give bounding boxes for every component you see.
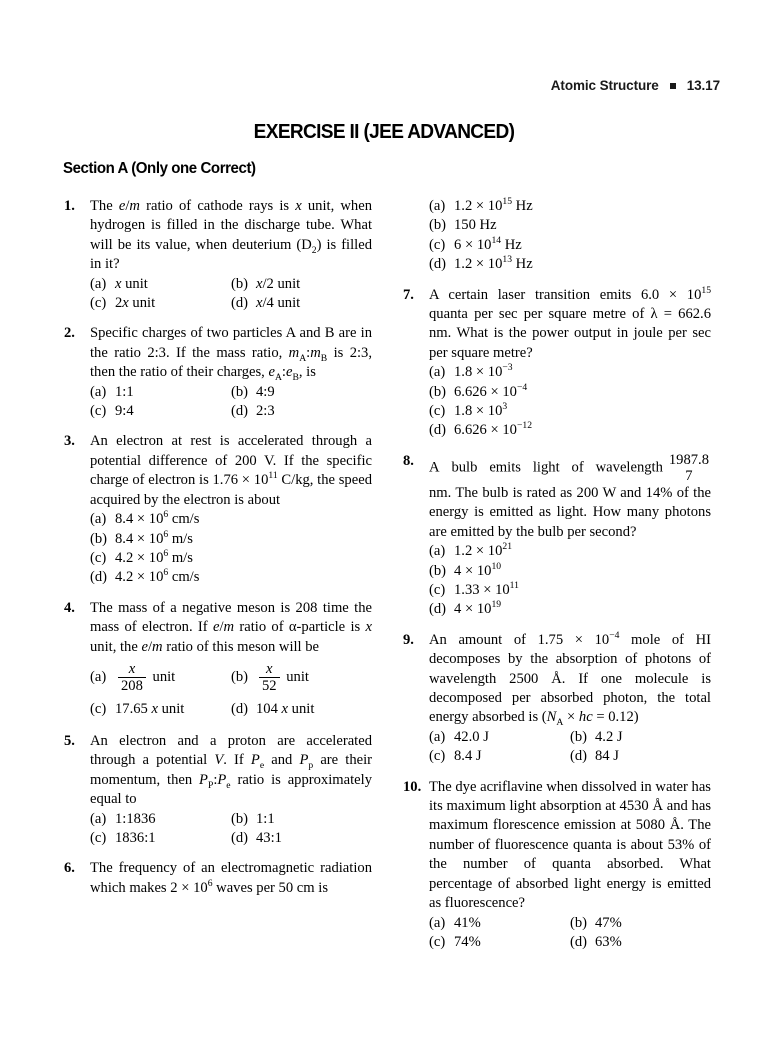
option-c[interactable]: (c) 8.4 J [429,747,570,766]
question-9 [402,631,711,767]
option-a[interactable]: (a) $1.2 \times 10^{15}$ Hz [429,197,711,216]
option-b[interactable]: (b) 4.2 J [570,728,711,747]
option-text: 8.4 J [454,748,482,765]
question-6-options-continued [402,197,711,275]
option-text: 42.0 J [454,728,489,745]
option-d[interactable]: (d) 43:1 [231,829,372,848]
option-text: 63% [595,933,622,950]
option-d[interactable]: (d) 84 J [570,747,711,766]
options-list [90,275,372,314]
option-text: $1.2 \times 10^{15}$ Hz [454,196,533,214]
question-stem: The mass of a negative meson is 208 time the mass of electron. If e/m ratio of α-particle is x unit, the e/m ratio of this meson will be [90,599,372,655]
option-text: $\frac{x}{208}$ unit [115,661,231,695]
option-b[interactable]: (b) x/2 unit [231,275,372,294]
option-text: $6.626 \times 10^{-4}$ [454,381,528,400]
options-list [429,363,711,441]
option-a[interactable]: (a) 42.0 J [429,728,570,747]
option-text: x/2 unit [256,275,301,292]
option-b[interactable]: (b) $4 \times 10^{10}$ [429,562,711,581]
options-list [429,197,711,275]
option-text: $4.2 \times 10^6$ cm/s [115,567,200,586]
question-number: 8. [403,452,414,469]
question-number: 6. [64,860,75,877]
option-text: 4.2 J [595,728,623,745]
option-text: $1.2 \times 10^{13}$ Hz [454,254,533,273]
option-text: 2x unit [115,295,156,312]
option-text: 1:1 [115,383,134,400]
option-text: 41% [454,914,481,931]
option-c[interactable]: (c) 9:4 [90,402,231,421]
question-2 [63,324,372,421]
question-stem: A bulb emits light of wavelength 1987.8 7 nm. The bulb is rated as 200 W and 14% of the energy is emitted as light. How many photons are emitted by the bulb per second? [429,451,711,540]
option-text: $8.4 \times 10^6$ cm/s [115,509,200,528]
question-number: 1. [64,198,75,214]
option-text: 9:4 [115,403,134,420]
right-column [402,197,711,963]
option-text: x/4 unit [256,295,301,312]
section-title: Section A (Only one Correct) [63,160,256,177]
option-b[interactable]: (b) $8.4 \times 10^6$ m/s [90,530,372,549]
option-text: 1836:1 [115,829,156,846]
options-list [90,510,372,588]
question-7 [402,286,711,441]
left-column [63,197,372,963]
option-text: 43:1 [256,829,282,846]
chapter-title: Atomic Structure [550,78,659,93]
question-6 [63,859,372,898]
option-d[interactable]: (d) $6.626 \times 10^{-12}$ [429,421,711,440]
option-text: 104 x unit [256,701,315,718]
options-list [90,810,372,849]
option-text: $1.2 \times 10^{21}$ [454,541,512,560]
fraction: 1987.8 7 [668,451,709,484]
option-c[interactable]: (c) 1836:1 [90,829,231,848]
option-text: $4.2 \times 10^6$ m/s [115,548,193,566]
option-a[interactable]: (a) $1.2 \times 10^{21}$ [429,542,711,561]
option-d[interactable]: (d) 2:3 [231,402,372,421]
option-a[interactable]: (a) $\frac{x}{208}$ unit [90,657,231,699]
question-stem: A certain laser transition emits $6.0 \times 10^{15}$ quanta per sec per square metre of λ = 662.6 nm. What is the power output in joule per sec per square metre? [429,284,711,361]
option-c[interactable]: (c) 74% [429,933,570,952]
option-a[interactable]: (a) 41% [429,914,570,933]
two-column-body [63,197,711,963]
option-text: $8.4 \times 10^6$ m/s [115,528,193,547]
option-c[interactable]: (c) 2x unit [90,294,231,313]
option-d[interactable]: (d) $4 \times 10^{19}$ [429,600,711,619]
option-text: 150 Hz [454,217,497,234]
option-d[interactable]: (d) $1.2 \times 10^{13}$ Hz [429,255,711,274]
option-c[interactable]: (c) 17.65 x unit [90,699,231,721]
option-c[interactable]: (c) $6 \times 10^{14}$ Hz [429,236,711,255]
options-list [429,728,711,767]
option-c[interactable]: (c) $4.2 \times 10^6$ m/s [90,549,372,568]
question-stem: An amount of $1.75 \times 10^{-4}$ mole of HI decomposes by the absorption of photons of wavelength 2500 Å. If one molecule is decomposed per absorbed photon, the total energy absorbed is ($N_A$ × hc = 0.12) [429,629,711,729]
option-d[interactable]: (d) $4.2 \times 10^6$ cm/s [90,568,372,587]
question-stem: The dye acriflavine when dissolved in water has its maximum light absorption at 4530 Å and has maximum florescence emission at 5080 Å. The number of fluorescence quanta is about 53% of the number of quanta absorbed. What percentage of absorbed light energy is emitted as fluorescence? [429,778,711,912]
option-text: 47% [595,914,622,931]
option-text: 1:1 [256,810,275,827]
question-number: 5. [64,732,75,749]
option-text: $4 \times 10^{10}$ [454,560,502,579]
options-list [90,383,372,422]
option-b[interactable]: (b) 4:9 [231,383,372,402]
option-b[interactable]: (b) 150 Hz [429,216,711,235]
exercise-title: EXERCISE II (JEE ADVANCED) [253,120,515,143]
option-b[interactable]: (b) $6.626 \times 10^{-4}$ [429,383,711,402]
option-text: 17.65 x unit [115,701,185,718]
option-d[interactable]: (d) 104 x unit [231,699,372,721]
question-10 [402,778,711,953]
option-text: $6.626 \times 10^{-12}$ [454,420,533,439]
options-list [429,914,711,953]
option-text: $4 \times 10^{19}$ [454,599,502,618]
page-running-head [551,78,720,93]
page-number: 13.17 [686,78,720,93]
question-stem: Specific charges of two particles A and B are in the ratio 2:3. If the mass ratio, $m_A:m_B$ is 2:3, then the ratio of their charges, $e_A:e_B$, is [90,325,372,384]
option-text: $1.33 \times 10^{11}$ [454,580,519,598]
options-list [429,542,711,620]
option-a[interactable]: (a) $1.8 \times 10^{-3}$ [429,363,711,382]
fraction: $\frac{x}{52}$ [259,661,280,695]
option-text: 74% [454,933,481,950]
question-number: 4. [64,599,75,616]
question-stem: The frequency of an electromagnetic radiation which makes $2 \times 10^6$ waves per 50 cm is [90,860,372,896]
question-number: 7. [403,286,414,303]
question-3 [63,432,372,587]
fraction: $\frac{x}{208}$ [118,661,146,695]
option-a[interactable]: (a) 1:1836 [90,810,231,829]
option-c[interactable]: (c) $1.8 \times 10^3$ [429,402,711,421]
option-text: 2:3 [256,403,275,420]
option-b[interactable]: (b) 47% [570,914,711,933]
option-text: 4:9 [256,383,275,400]
option-b[interactable]: (b) 1:1 [231,810,372,829]
option-a[interactable]: (a) 1:1 [90,383,231,402]
question-stem: The e/m ratio of cathode rays is x unit, when hydrogen is filled in the discharge tube. What will be its value, when deuterium $(D_2)$ is filled in it? [90,198,372,273]
option-d[interactable]: (d) 63% [570,933,711,952]
question-8 [402,452,711,620]
question-1 [63,197,372,313]
options-list [90,657,372,721]
option-text: $6 \times 10^{14}$ Hz [454,234,522,253]
option-b[interactable]: (b) $\frac{x}{52}$ unit [231,657,372,699]
option-text: 84 J [595,748,619,765]
option-text: $1.8 \times 10^{-3}$ [454,362,513,381]
question-number: 10. [403,778,422,795]
option-text: $1.8 \times 10^3$ [454,401,508,420]
option-a[interactable]: (a) $8.4 \times 10^6$ cm/s [90,510,372,529]
option-c[interactable]: (c) $1.33 \times 10^{11}$ [429,581,711,600]
question-stem: An electron at rest is accelerated through a potential difference of 200 V. If the specific charge of electron is $1.76 \times 10^{11}$ C/kg, the speed acquired by the electron is about [90,433,372,508]
question-stem: An electron and a proton are accelerated through a potential V. If $P_e$ and $P_p$ are their momentum, then $P_P:P_e$ ratio is approximately equal to [90,732,373,808]
question-5 [63,732,372,848]
question-number: 2. [64,325,75,342]
option-a[interactable]: (a) x unit [90,275,231,294]
question-4 [63,599,372,721]
option-d[interactable]: (d) x/4 unit [231,294,372,313]
option-text: $\frac{x}{52}$ unit [256,661,372,695]
option-text: 1:1836 [115,810,156,827]
option-text: x unit [115,275,148,292]
question-number: 9. [403,631,414,648]
square-bullet-icon [670,83,676,89]
question-number: 3. [64,433,75,450]
